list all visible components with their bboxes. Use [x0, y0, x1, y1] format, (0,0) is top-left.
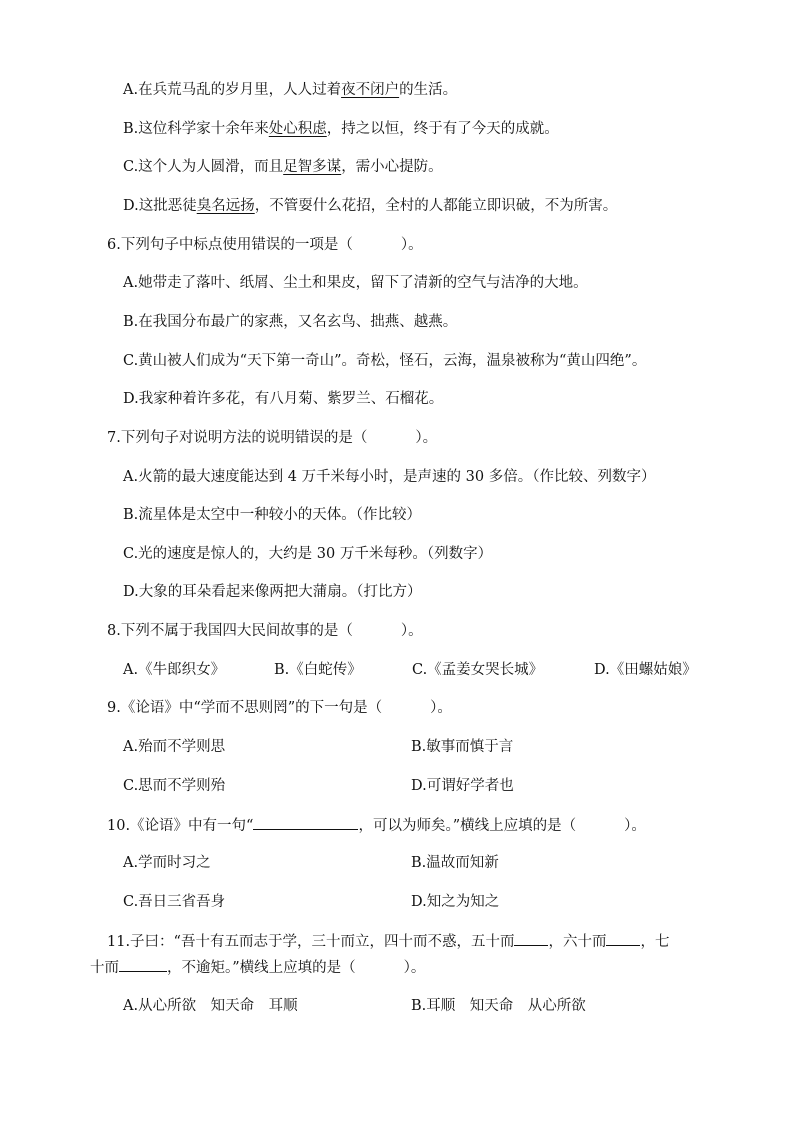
underlined-idiom: 足智多谋 — [283, 159, 342, 175]
fill-blank[interactable] — [119, 957, 167, 972]
q5-option-c — [123, 157, 443, 177]
fill-blank[interactable] — [514, 931, 548, 946]
q6-option-c: C.黄山被人们成为“天下第一奇山”。奇松，怪石，云海，温泉被称为“黄山四绝”。 — [123, 353, 647, 369]
option-text: D.这批恶徒 — [123, 198, 197, 214]
q10-option-d: D.知之为知之 — [411, 894, 500, 910]
q9-stem: 9.《论语》中“学而不思则罔”的下一句是（ ）。 — [107, 700, 452, 716]
q9-option-d: D.可谓好学者也 — [411, 778, 514, 794]
option-text: ，需小心提防。 — [341, 159, 443, 175]
q7-stem: 7.下列句子对说明方法的说明错误的是（ ）。 — [107, 430, 438, 446]
option-text: ，持之以恒，终于有了今天的成就。 — [326, 121, 559, 137]
underlined-idiom: 夜不闭户 — [341, 82, 400, 98]
q10-option-b: B.温故而知新 — [411, 855, 499, 871]
q9-option-a: A.殆而不学则思 — [123, 739, 226, 755]
q8-option-b: B.《白蛇传》 — [274, 662, 362, 678]
q9-option-b: B.敏事而慎于言 — [411, 739, 514, 755]
q6-option-b: B.在我国分布最广的家燕，又名玄鸟、拙燕、越燕。 — [123, 314, 458, 330]
option-text: C.这个人为人圆滑，而且 — [123, 159, 284, 175]
option-text: ，不管耍什么花招，全村的人都能立即识破，不为所害。 — [254, 198, 618, 214]
q6-option-d: D.我家种着许多花，有八月菊、紫罗兰、石榴花。 — [123, 391, 444, 407]
underlined-idiom: 臭名远扬 — [196, 198, 255, 214]
q8-option-d: D.《田螺姑娘》 — [594, 662, 697, 678]
q10-option-a: A.学而时习之 — [123, 855, 211, 871]
q8-stem: 8.下列不属于我国四大民间故事的是（ ）。 — [107, 623, 423, 639]
q11-stem-line1: 11.子曰：“吾十有五而志于学，三十而立，四十而不惑，五十而 ，六十而 ，七 — [107, 931, 669, 952]
q8-option-a: A.《牛郎织女》 — [123, 662, 226, 678]
q7-option-c: C.光的速度是惊人的，大约是 30 万千米每秒。（列数字） — [123, 546, 493, 562]
q9-option-c: C.思而不学则殆 — [123, 778, 226, 794]
q5-option-d — [123, 196, 617, 216]
q7-option-a: A.火箭的最大速度能达到 4 万千米每小时，是声速的 30 多倍。（作比较、列数字） — [123, 469, 656, 485]
fill-blank[interactable] — [253, 815, 358, 830]
q6-stem: 6.下列句子中标点使用错误的一项是（ ）。 — [107, 237, 423, 253]
q7-option-d: D.大象的耳朵看起来像两把大蒲扇。（打比方） — [123, 584, 422, 600]
q11-option-b: B.耳顺 知天命 从心所欲 — [411, 998, 586, 1014]
q7-option-b: B.流星体是太空中一种较小的天体。（作比较） — [123, 507, 422, 523]
q6-option-a: A.她带走了落叶、纸屑、尘土和果皮，留下了清新的空气与洁净的大地。 — [123, 275, 588, 291]
q5-option-b — [123, 119, 559, 139]
fill-blank[interactable] — [606, 931, 640, 946]
q5-option-a — [123, 80, 457, 100]
option-text: 的生活。 — [399, 82, 458, 98]
q10-option-c: C.吾日三省吾身 — [123, 894, 226, 910]
q11-option-a: A.从心所欲 知天命 耳顺 — [123, 998, 298, 1014]
option-text: B.这位科学家十余年来 — [123, 121, 269, 137]
option-text: A.在兵荒马乱的岁月里，人人过着 — [123, 82, 342, 98]
underlined-idiom: 处心积虑 — [268, 121, 327, 137]
q8-option-c: C.《孟姜女哭长城》 — [412, 662, 544, 678]
q11-stem-line2: 十而 ，不逾矩。”横线上应填的是（ ）。 — [90, 957, 425, 978]
q10-stem: 10.《论语》中有一句“ ，可以为师矣。”横线上应填的是（ ）。 — [107, 815, 646, 836]
